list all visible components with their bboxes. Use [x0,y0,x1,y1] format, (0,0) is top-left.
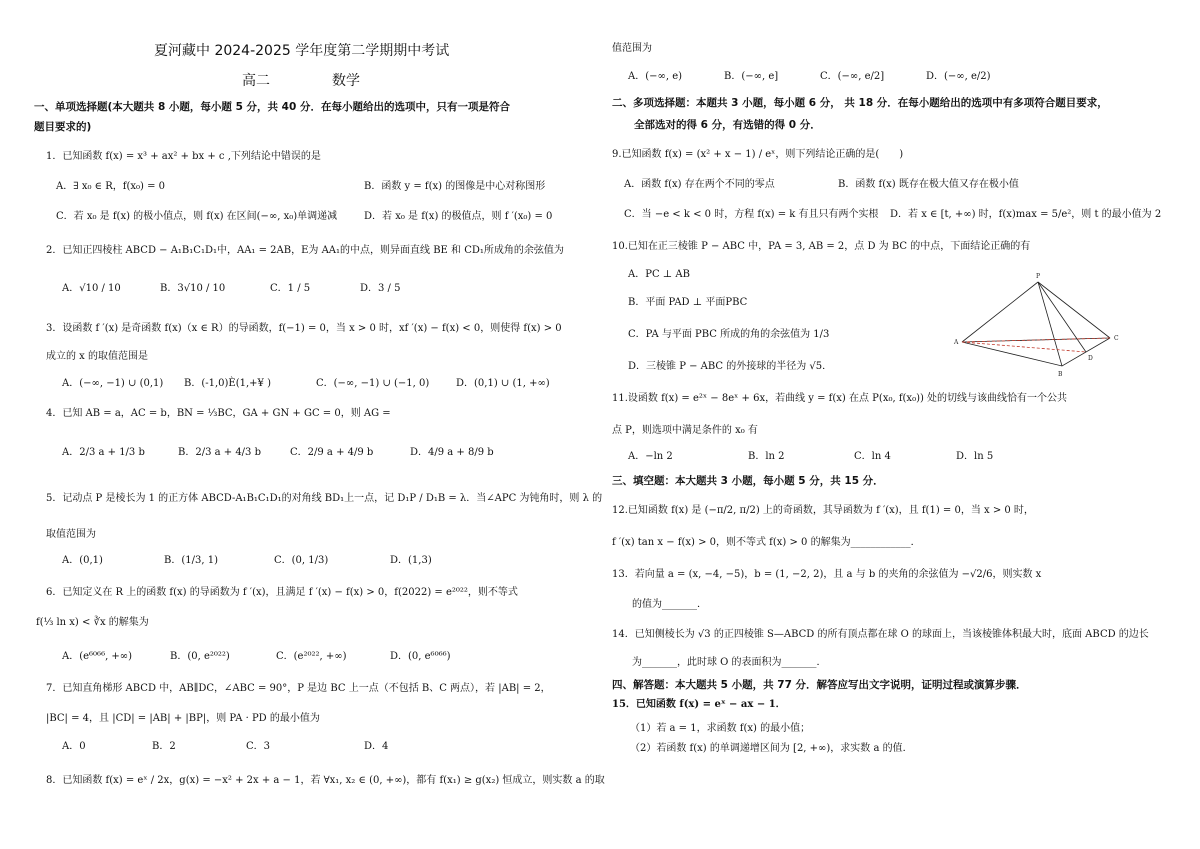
q5-option-c: C．(0, 1/3) [274,555,329,566]
q7-option-a: A．0 [62,741,86,752]
q7-stem: 7．已知直角梯形 ABCD 中，AB∥DC，∠ABC = 90°，P 是边 BC 上一点（不包括 B、C 两点），若 |AB| = 2， [46,683,551,694]
q3-stem: 3．设函数 f ′(x) 是奇函数 f(x)（x ∈ R）的导函数，f(−1) = 0，当 x > 0 时，xf ′(x) − f(x) < 0，则使得 f(x) > 0 [46,323,562,334]
q3-option-b: B．(-1,0)È(1,+¥ ) [184,378,271,389]
edge-pa [962,282,1038,342]
q10-option-b: B．平面 PAD ⊥ 平面PBC [628,297,748,308]
q1-option-a: A．∃ x₀ ∈ R，f(x₀) = 0 [56,181,166,192]
section-1-heading: 一、单项选择题(本大题共 8 小题，每小题 5 分，共 40 分．在每小题给出的选项中，只有一项是符合 [34,101,510,113]
q5-stem-cont: 取值范围为 [46,529,96,540]
q10-option-d: D．三棱锥 P − ABC 的外接球的半径为 √5． [628,361,833,372]
q13-stem-cont: 的值为_______． [632,599,707,610]
q3-option-a: A．(−∞, −1) ∪ (0,1) [62,378,164,389]
q7-option-c: C．3 [246,741,271,752]
q2-option-c: C．1 / 5 [270,283,311,294]
q9-option-a: A．函数 f(x) 存在两个不同的零点 [624,179,775,190]
q1-option-c: C．若 x₀ 是 f(x) 的极小值点，则 f(x) 在区间(−∞, x₀)单调递减 [56,211,338,222]
edge-pc [1038,282,1110,338]
q1-option-b: B．函数 y = f(x) 的图像是中心对称图形 [364,181,546,192]
q8-stem-cont: 值范围为 [612,43,652,54]
q3-option-d: D．(0,1) ∪ (1, +∞) [456,378,550,389]
q3-stem-cont: 成立的 x 的取值范围是 [46,351,148,362]
subject-label: 数学 [332,73,360,89]
q11-option-c: C．ln 4 [854,451,891,462]
q11-option-a: A．−ln 2 [628,451,673,462]
q4-option-b: B．2/3 a + 4/3 b [178,447,261,458]
q9-stem: 9.已知函数 f(x) = (x² + x − 1) / eˣ，则下列结论正确的是( ) [612,149,904,160]
q4-option-a: A．2/3 a + 1/3 b [62,447,145,458]
exam-title: 夏河藏中 2024-2025 学年度第二学期期中考试 [154,43,450,59]
q5-option-d: D．(1,3) [390,555,432,566]
right-column [610,0,1180,849]
q11-stem-cont: 点 P，则选项中满足条件的 x₀ 有 [612,425,758,436]
q5-stem: 5．记动点 P 是棱长为 1 的正方体 ABCD-A₁B₁C₁D₁的对角线 BD₁上一点，记 D₁P / D₁B = λ．当∠APC 为钝角时，则 λ 的 [46,493,603,504]
label-a: A [954,339,959,346]
q11-stem: 11.设函数 f(x) = e²ˣ − 8eˣ + 6x，若曲线 y = f(x) 在点 P(x₀, f(x₀)) 处的切线与该曲线恰有一个公共 [612,393,1068,404]
q7-option-d: D．4 [364,741,389,752]
pyramid-figure [950,272,1140,392]
edge-pd [1038,282,1086,352]
section-2-heading-cont: 全部选对的得 6 分，有选错的得 0 分． [634,119,821,131]
q7-stem-cont: |BC| = 4，且 |CD| = |AB| + |BP|，则 PA · PD 的最小值为 [46,713,320,724]
q10-option-a: A．PC ⊥ AB [628,269,690,280]
q11-option-d: D．ln 5 [956,451,994,462]
q7-option-b: B．2 [152,741,176,752]
q6-option-c: C．(e²⁰²², +∞) [276,651,347,662]
q8-option-c: C．(−∞, e/2] [820,71,885,82]
q6-stem-cont: f(⅓ ln x) < ∛x 的解集为 [36,617,149,628]
q8-option-d: D．(−∞, e/2) [926,71,991,82]
edge-pb [1038,282,1062,366]
q1-stem: 1．已知函数 f(x) = x³ + ax² + bx + c ,下列结论中错误的是 [46,151,321,162]
q8-option-a: A．(−∞, e) [628,71,683,82]
q4-option-d: D．4/9 a + 8/9 b [410,447,494,458]
q6-stem: 6．已知定义在 R 上的函数 f(x) 的导函数为 f ′(x)，且满足 f ′(x) − f(x) > 0，f(2022) = e²⁰²²，则不等式 [46,587,518,598]
q1-option-d: D．若 x₀ 是 f(x) 的极值点，则 f ′(x₀) = 0 [364,211,553,222]
q15-part-2: （2）若函数 f(x) 的单调递增区间为 [2, +∞)，求实数 a 的值． [630,743,913,754]
q8-stem: 8．已知函数 f(x) = eˣ / 2x，g(x) = −x² + 2x + a − 1，若 ∀x₁, x₂ ∈ (0, +∞)，都有 f(x₁) ≥ g(x₂) 恒成立，则实数 a 的取 [46,775,605,786]
q4-option-c: C．2/9 a + 4/9 b [290,447,374,458]
q12-stem: 12.已知函数 f(x) 是 (−π/2, π/2) 上的奇函数，其导函数为 f ′(x)，且 f(1) = 0，当 x > 0 时， [612,505,1034,516]
q9-option-b: B．函数 f(x) 既存在极大值又存在极小值 [838,179,1019,190]
q14-stem: 14．已知侧棱长为 √3 的正四棱锥 S—ABCD 的所有顶点都在球 O 的球面上，当该棱锥体积最大时，底面 ABCD 的边长 [612,629,1149,640]
label-d: D [1088,355,1093,362]
q5-option-a: A．(0,1) [62,555,103,566]
q3-option-c: C．(−∞, −1) ∪ (−1, 0) [316,378,430,389]
q10-option-c: C．PA 与平面 PBC 所成的角的余弦值为 1/3 [628,329,830,340]
q9-option-d: D．若 x ∈ [t, +∞) 时，f(x)max = 5/e²，则 t 的最小值为 2 [890,209,1162,220]
section-4-heading: 四、解答题：本大题共 5 小题，共 77 分．解答应写出文字说明，证明过程或演算步骤． [612,679,1027,691]
q11-option-b: B．ln 2 [748,451,785,462]
q2-stem: 2．已知正四棱柱 ABCD − A₁B₁C₁D₁中，AA₁ = 2AB，E为 AA₁的中点，则异面直线 BE 和 CD₁所成角的余弦值为 [46,245,564,256]
q12-stem-cont: f ′(x) tan x − f(x) > 0，则不等式 f(x) > 0 的解集为____________． [612,537,921,548]
q2-option-d: D．3 / 5 [360,283,401,294]
q8-option-b: B．(−∞, e] [724,71,779,82]
grade-label: 高二 [242,73,270,89]
label-c: C [1114,335,1119,342]
q14-stem-cont: 为_______，此时球 O 的表面积为_______． [632,657,827,668]
q2-option-b: B．3√10 / 10 [160,283,226,294]
q10-stem: 10.已知在正三棱锥 P − ABC 中，PA = 3, AB = 2，点 D 为 BC 的中点，下面结论正确的有 [612,241,1031,252]
q4-stem: 4．已知 AB = a，AC = b，BN = ⅓BC，GA + GN + GC = 0，则 AG = [46,408,391,419]
q15-stem: 15．已知函数 f(x) = eˣ − ax − 1． [612,699,786,710]
q13-stem: 13．若向量 a = (x, −4, −5)，b = (1, −2, 2)，且 a 与 b 的夹角的余弦值为 −√2/6，则实数 x [612,569,1042,580]
q6-option-b: B．(0, e²⁰²²) [170,651,230,662]
section-2-heading: 二、多项选择题：本题共 3 小题，每小题 6 分， 共 18 分．在每小题给出的选项中有多项符合题目要求， [612,97,1108,109]
q2-option-a: A．√10 / 10 [62,283,121,294]
label-p: P [1036,273,1041,280]
section-3-heading: 三、填空题：本大题共 3 小题，每小题 5 分，共 15 分． [612,475,884,487]
q9-option-c: C．当 −e < k < 0 时，方程 f(x) = k 有且只有两个实根 [624,209,879,220]
left-column [34,0,605,849]
median-ad [962,342,1086,352]
q5-option-b: B．(1/3, 1) [164,555,218,566]
q6-option-a: A．(e⁶⁰⁶⁶, +∞) [62,651,133,662]
q15-part-1: （1）若 a = 1，求函数 f(x) 的最小值； [630,723,811,734]
section-1-heading-cont: 题目要求的) [34,121,92,133]
q6-option-d: D．(0, e⁶⁰⁶⁶) [390,651,451,662]
label-b: B [1058,371,1063,378]
